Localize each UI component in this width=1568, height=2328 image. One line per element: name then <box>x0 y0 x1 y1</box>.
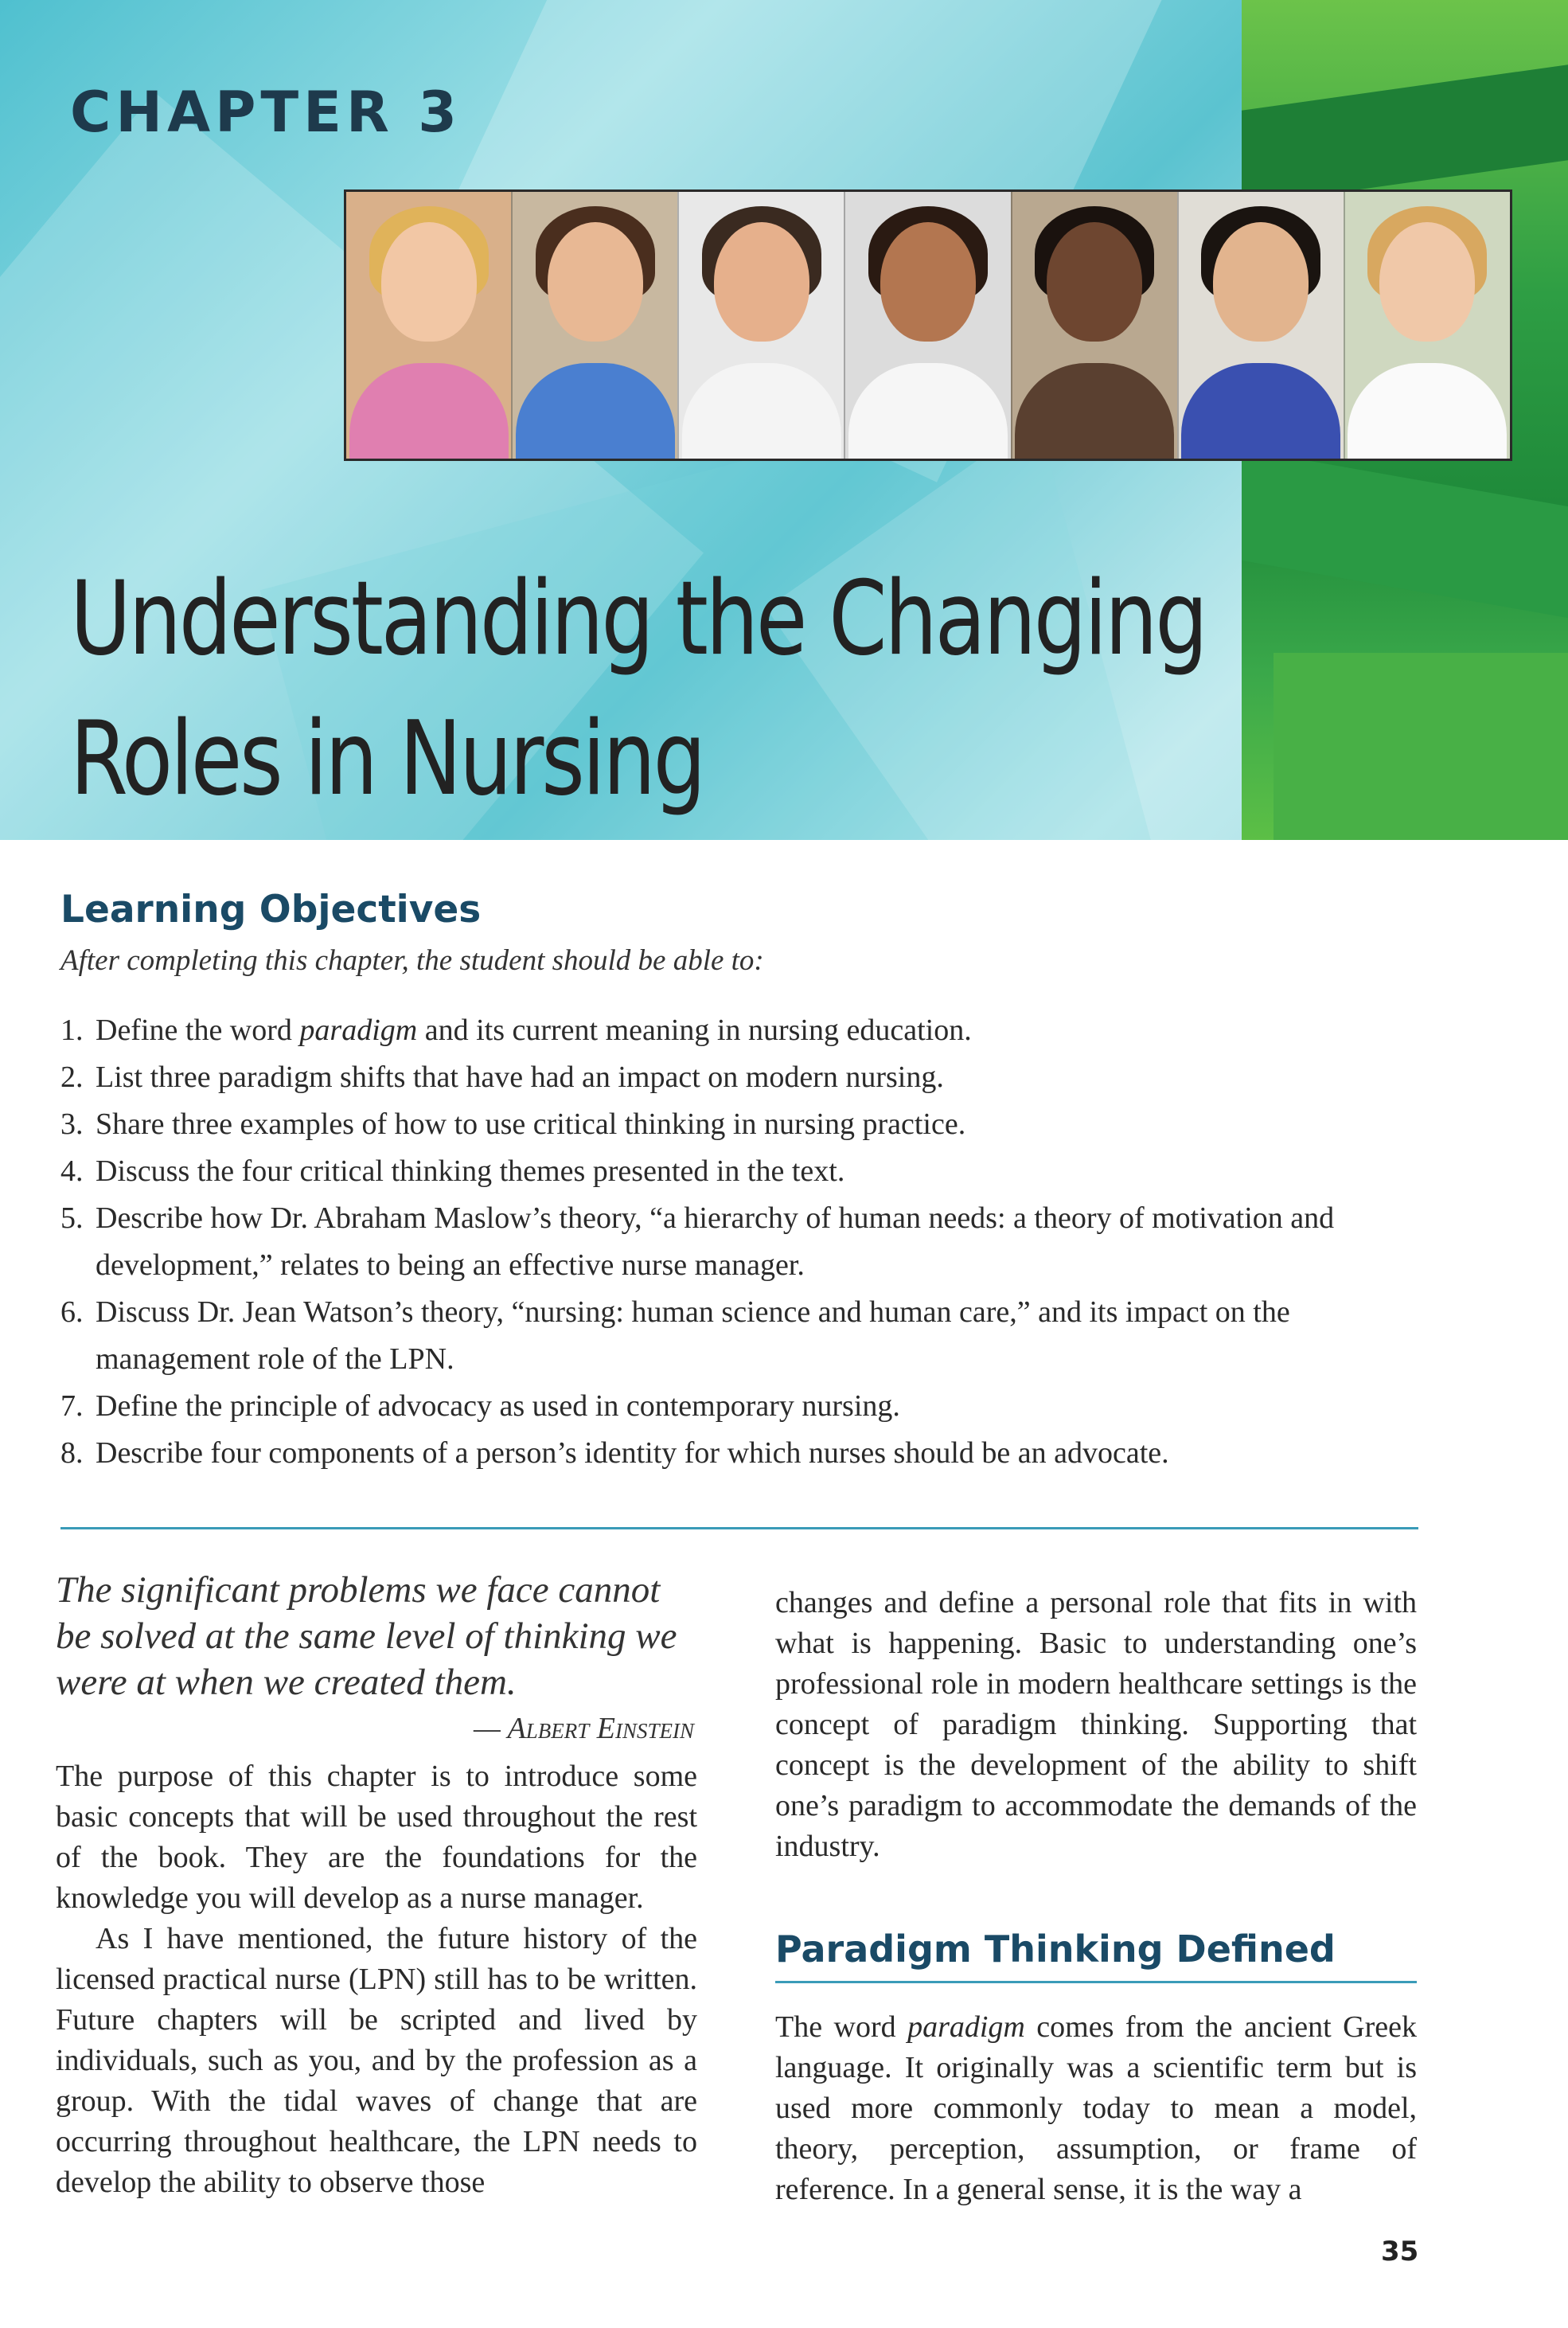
objective-number: 6. <box>60 1295 84 1329</box>
body-paragraph: changes and define a personal role that fits in with what is happening. Basic to understanding one’s professional role in modern healthcare settings is the concept of paradigm thinking. Supporting that concept is the development of the ability to shift one’s paradigm to accommodate the demands of the industry. <box>775 1586 1417 1863</box>
objective-number: 2. <box>60 1060 84 1094</box>
objective-item <box>60 1007 1414 1054</box>
objective-text <box>96 1195 1414 1289</box>
paragraph-text: The word <box>775 2010 908 2044</box>
chapter-title <box>70 549 1206 830</box>
body-paragraph <box>775 2007 1417 2210</box>
objective-text-part: List three paradigm shifts that have had an impact on modern nursing. <box>96 1060 944 1094</box>
objective-text <box>96 1430 1414 1477</box>
objective-text-part: Describe how Dr. Abraham Maslow’s theory, “a hierarchy of human needs: a theory of motivation and development,” relates to being an effective nurse manager. <box>96 1201 1335 1282</box>
chapter-label: CHAPTER 3 <box>70 80 462 145</box>
body-paragraph: The purpose of this chapter is to introduce some basic concepts that will be used throughout the rest of the book. They are the foundations for the knowledge you will develop as a nurse manager. <box>56 1760 697 1915</box>
chapter-title-line: Understanding the Changing <box>70 560 1206 678</box>
epigraph-attribution: — Albert Einstein <box>473 1712 694 1745</box>
section-divider <box>60 1527 1418 1529</box>
objective-number: 1. <box>60 1014 84 1047</box>
objective-text <box>96 1289 1414 1383</box>
objective-number: 8. <box>60 1436 84 1470</box>
professional-woman-photo <box>1011 192 1177 459</box>
learning-objectives-intro: After completing this chapter, the student should be able to: <box>60 944 764 977</box>
nurse-white-uniform-photo <box>1344 192 1510 459</box>
objective-text <box>96 1101 1414 1148</box>
objective-number: 3. <box>60 1107 84 1141</box>
nurse-on-phone-photo <box>1177 192 1344 459</box>
objective-text-part: Share three examples of how to use critical thinking in nursing practice. <box>96 1107 966 1141</box>
objective-item <box>60 1101 1414 1148</box>
right-column <box>775 1583 1417 2210</box>
female-doctor-stethoscope-photo <box>844 192 1010 459</box>
page-number: 35 <box>1381 2236 1419 2267</box>
emphasized-term: paradigm <box>299 1014 418 1047</box>
nurse-blue-scrubs-photo <box>511 192 677 459</box>
epigraph-quote: The significant problems we face cannot be solved at the same level of thinking we were at when we created them. <box>56 1569 677 1703</box>
objective-item <box>60 1289 1414 1383</box>
objective-number: 7. <box>60 1389 84 1423</box>
objective-item <box>60 1195 1414 1289</box>
objective-number: 4. <box>60 1154 84 1188</box>
objective-item <box>60 1430 1414 1477</box>
body-paragraph: As I have mentioned, the future history of the licensed practical nurse (LPN) still has to be written. Future chapters will be scripted and lived by individuals, such as you, and by the profession as a group. With the tidal waves of change that are occurring throughout healthcare, the LPN needs to develop the ability to observe those <box>56 1922 697 2199</box>
objective-text-part: and its current meaning in nursing education. <box>417 1014 972 1047</box>
objective-text-part: Define the word <box>96 1014 300 1047</box>
objective-text-part: Discuss the four critical thinking themes presented in the text. <box>96 1154 845 1188</box>
learning-objectives-heading: Learning Objectives <box>60 888 482 932</box>
chapter-banner <box>0 0 1568 840</box>
left-column <box>56 1567 697 2203</box>
objective-text <box>96 1007 1414 1054</box>
objective-item <box>60 1054 1414 1101</box>
objective-number: 5. <box>60 1201 84 1235</box>
objective-text-part: Describe four components of a person’s identity for which nurses should be an advocate. <box>96 1436 1169 1470</box>
objective-item <box>60 1383 1414 1430</box>
objective-text <box>96 1383 1414 1430</box>
emphasized-term: paradigm <box>907 2010 1025 2044</box>
photo-strip <box>344 189 1512 461</box>
learning-objectives-list <box>60 1007 1414 1477</box>
objective-text <box>96 1148 1414 1195</box>
objective-text-part: Define the principle of advocacy as used in contemporary nursing. <box>96 1389 900 1423</box>
section-heading: Paradigm Thinking Defined <box>775 1929 1417 1983</box>
male-doctor-photo <box>677 192 844 459</box>
paragraph-text: comes from the ancient Greek language. It originally was a scientific term but is used more commonly today to mean a model, theory, perception, assumption, or frame of reference. In a general sense, it is the way a <box>775 2010 1417 2206</box>
objective-text <box>96 1054 1414 1101</box>
nurse-pink-scrubs-photo <box>346 192 511 459</box>
objective-item <box>60 1148 1414 1195</box>
chapter-title-line: Roles in Nursing <box>70 700 704 818</box>
objective-text-part: Discuss Dr. Jean Watson’s theory, “nursing: human science and human care,” and its impact on the management role of the LPN. <box>96 1295 1290 1376</box>
